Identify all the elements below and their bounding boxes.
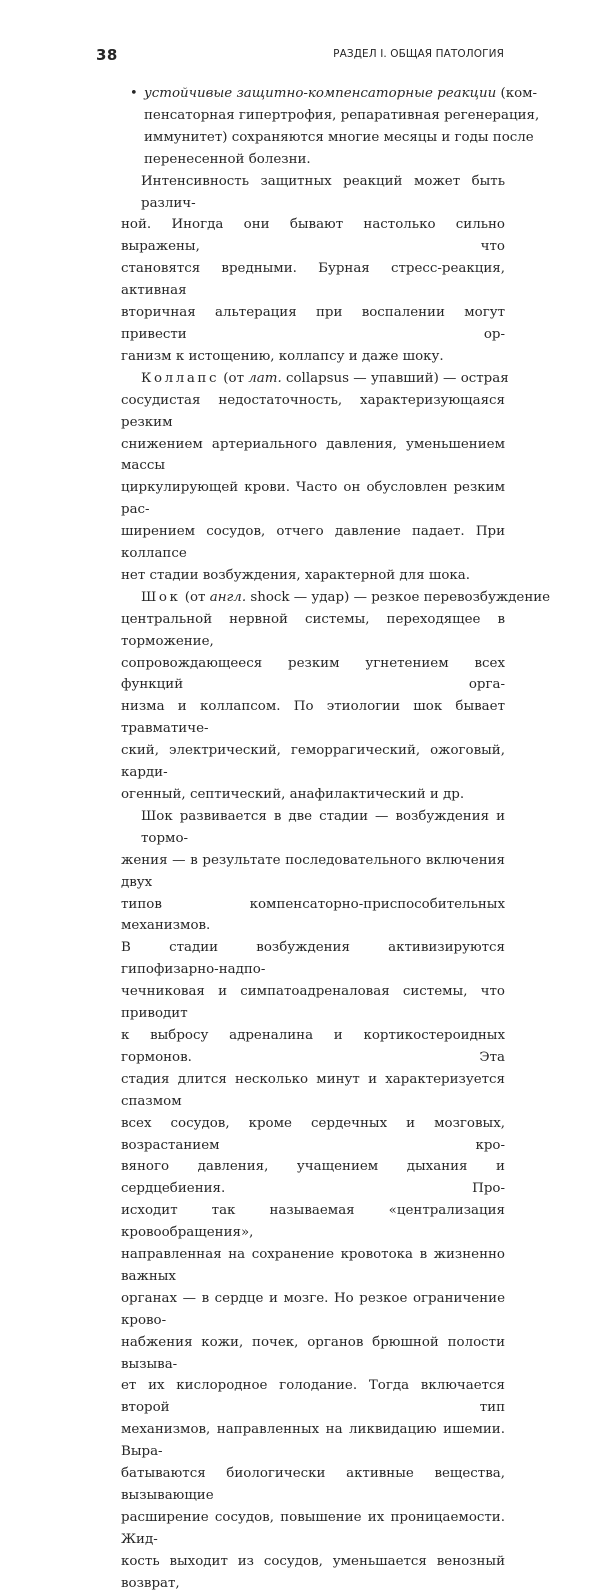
text-line: органах — в сердце и мозге. Но резкое ограничение крово- [121, 1290, 505, 1328]
text-line: вяного давления, учащением дыхания и сердцебиения. Про- [121, 1159, 505, 1197]
bullet-term: устойчивые защитно-компенсаторные реакции [144, 86, 497, 101]
text-line: снижением артериального давления, уменьшением массы [121, 436, 505, 474]
text-line: сосудистая недостаточность, характеризующаяся резким [121, 392, 505, 430]
text-line: набжения кожи, почек, органов брюшной полости вызыва- [121, 1334, 505, 1372]
text-line: стадия длится несколько минут и характеризуется спазмом [121, 1071, 505, 1109]
text-line: исходит так называемая «централизация кровообращения», [121, 1203, 505, 1241]
text-line: иммунитет) сохраняются многие месяцы и годы после [144, 129, 534, 145]
page-number: 38 [96, 46, 118, 64]
text-line: ский, электрический, геморрагический, ожоговый, карди- [121, 743, 505, 781]
text-line: батываются биологически активные вещества, вызывающие [121, 1466, 505, 1503]
text-line: чечниковая и симпатоадреналовая системы, что приводит [121, 984, 505, 1022]
text-line: направленная на сохранение кровотока в жизненно важных [121, 1247, 505, 1284]
paragraph-intensity [121, 171, 505, 368]
body-text [121, 83, 551, 1595]
text-line: Коллапс (от лат. collapsus — упавший) — острая [141, 370, 509, 386]
text-line: огенный, септический, анафилактический и др. [121, 787, 465, 802]
term-shock: Шок [141, 589, 181, 605]
paragraph-shock [121, 587, 551, 806]
text-line: жения — в результате последовательного включения двух [121, 852, 505, 890]
text-line: типов компенсаторно-приспособительных механизмов. [121, 896, 505, 934]
text-line: ганизм к истощению, коллапсу и даже шоку. [121, 348, 444, 364]
running-head: РАЗДЕЛ I. ОБЩАЯ ПАТОЛОГИЯ [333, 48, 504, 60]
text-line: центральной нервной системы, переходящее в торможение, [121, 611, 505, 649]
text-line: вторичная альтерация при воспалении могут привести ор- [121, 305, 505, 342]
text-line: нет стадии возбуждения, характерной для шока. [121, 567, 471, 583]
text-line: Шок (от англ. shock — удар) — резкое перевозбуждение [141, 589, 551, 605]
text-line: пенсаторная гипертрофия, репаративная регенерация, [144, 107, 540, 123]
text-line: становятся вредными. Бурная стресс-реакция, активная [121, 261, 505, 299]
text-line: циркулирующей крови. Часто он обусловлен резким рас- [121, 480, 505, 518]
text-line: перенесенной болезни. [144, 151, 311, 167]
bullet-paragraph [121, 83, 540, 171]
text-line: сопровождающееся резким угнетением всех функций орга- [121, 655, 505, 693]
text-line: к выбросу адреналина и кортикостероидных гормонов. Эта [121, 1027, 505, 1065]
text-line: расширение сосудов, повышение их проницаемости. Жид- [121, 1509, 505, 1547]
text-line: ширением сосудов, отчего давление падает. При коллапсе [121, 524, 505, 562]
text-line: механизмов, направленных на ликвидацию ишемии. Выра- [121, 1422, 505, 1460]
text-line: низма и коллапсом. По этиологии шок бывает травматиче- [121, 699, 505, 737]
text-line: кость выходит из сосудов, уменьшается венозный возврат, [121, 1553, 505, 1591]
text-line: всех сосудов, кроме сердечных и мозговых, возрастанием кро- [121, 1115, 505, 1153]
bullet-marker: • [130, 86, 138, 101]
text-line: Шок развивается в две стадии — возбуждения и тормо- [141, 808, 505, 846]
text-line: ной. Иногда они бывают настолько сильно выражены, что [121, 217, 505, 255]
text-line: устойчивые защитно-компенсаторные реакции (ком- [144, 86, 538, 101]
text-line: В стадии возбуждения активизируются гипофизарно-надпо- [121, 940, 505, 978]
paragraph-shock-stages [121, 806, 505, 1595]
term-collapse: Коллапс [141, 370, 220, 386]
text-line: Интенсивность защитных реакций может быть различ- [141, 173, 505, 211]
paragraph-collapse [121, 368, 509, 587]
text-line: ет их кислородное голодание. Тогда включается второй тип [121, 1378, 505, 1416]
